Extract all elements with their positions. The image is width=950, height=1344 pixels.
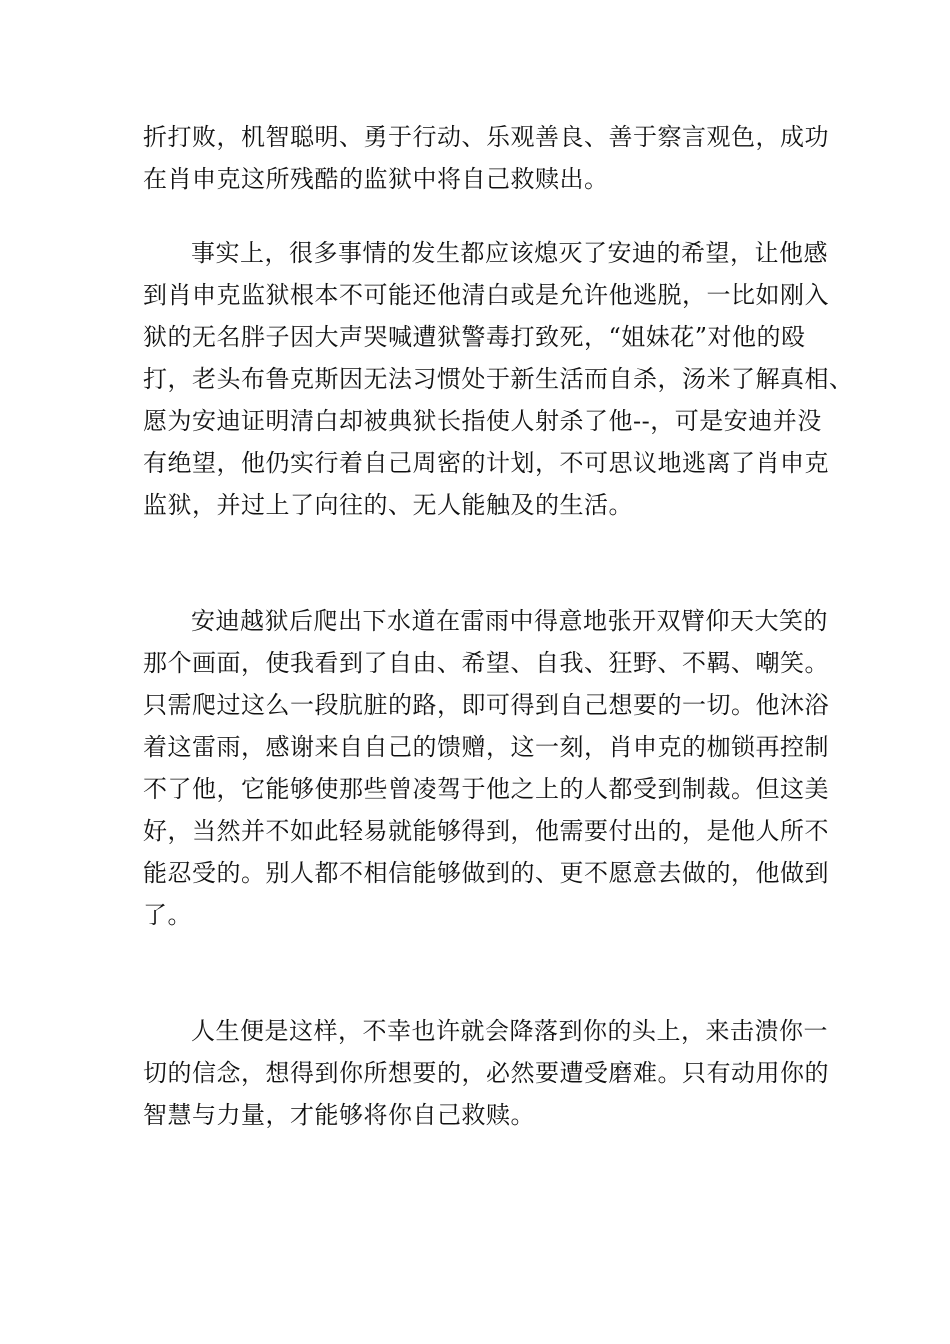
paragraph-line: 好，当然并不如此轻易就能够得到，他需要付出的，是他人所不 (143, 817, 829, 845)
paragraph-line: 狱的无名胖子因大声哭喊遭狱警毒打致死，“姐妹花”对他的殴 (143, 323, 806, 351)
paragraph-line: 监狱，并过上了向往的、无人能触及的生活。 (143, 491, 633, 519)
paragraph-line: 安迪越狱后爬出下水道在雷雨中得意地张开双臂仰天大笑的 (191, 607, 828, 635)
paragraph-3 (143, 600, 829, 936)
paragraph-line: 着这雷雨，感谢来自自己的馈赠，这一刻，肖申克的枷锁再控制 (143, 733, 829, 761)
paragraph-line: 只需爬过这么一段肮脏的路，即可得到自己想要的一切。他沐浴 (143, 691, 829, 719)
paragraph-line: 切的信念，想得到你所想要的，必然要遭受磨难。只有动用你的 (143, 1059, 829, 1087)
paragraph-4 (143, 1010, 829, 1136)
paragraph-line: 到肖申克监狱根本不可能还他清白或是允许他逃脱，一比如刚入 (143, 281, 829, 309)
paragraph-1 (143, 116, 829, 200)
paragraph-line: 了。 (143, 901, 192, 929)
paragraph-line: 事实上，很多事情的发生都应该熄灭了安迪的希望，让他感 (191, 239, 828, 267)
paragraph-line: 智慧与力量，才能够将你自己救赎。 (143, 1101, 535, 1129)
paragraph-line: 能忍受的。别人都不相信能够做到的、更不愿意去做的，他做到 (143, 859, 829, 887)
paragraph-line: 在肖申克这所残酷的监狱中将自己救赎出。 (143, 165, 609, 193)
paragraph-line: 打，老头布鲁克斯因无法习惯处于新生活而自杀，汤米了解真相、 (143, 365, 854, 393)
paragraph-line: 折打败，机智聪明、勇于行动、乐观善良、善于察言观色，成功 (143, 123, 829, 151)
paragraph-line: 人生便是这样，不幸也许就会降落到你的头上，来击溃你一 (191, 1017, 828, 1045)
paragraph-line: 那个画面，使我看到了自由、希望、自我、狂野、不羁、嘲笑。 (143, 649, 829, 677)
paragraph-line: 不了他，它能够使那些曾凌驾于他之上的人都受到制裁。但这美 (143, 775, 829, 803)
paragraph-line: 有绝望，他仍实行着自己周密的计划，不可思议地逃离了肖申克 (143, 449, 829, 477)
paragraph-line: 愿为安迪证明清白却被典狱长指使人射杀了他--，可是安迪并没 (143, 407, 822, 435)
paragraph-2 (143, 232, 854, 526)
